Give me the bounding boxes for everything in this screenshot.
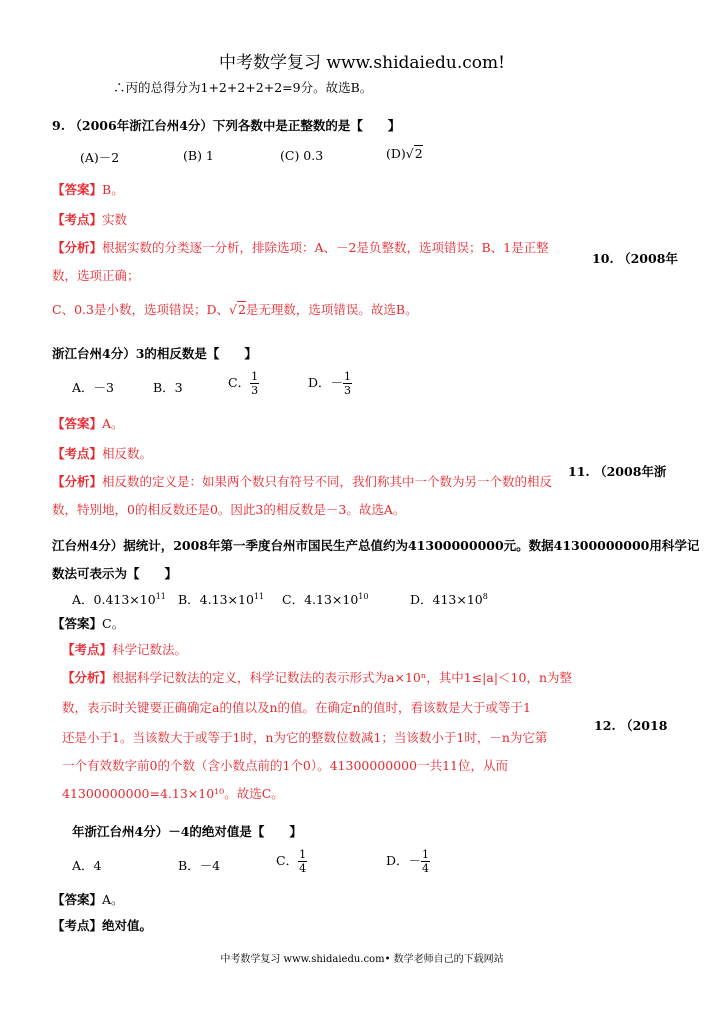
q10-option-c-label: C．	[228, 375, 251, 390]
q11-analysis-text-1: 根据科学记数法的定义，科学记数法的表示形式为a×10ⁿ，其中1≤|a|＜10，n为整	[112, 670, 573, 685]
q12-answer	[52, 890, 124, 908]
q11-stem-a: 11. （2008年浙	[568, 464, 667, 479]
q9-option-d-radicand: 2	[414, 146, 423, 161]
point-tag: 【考点】	[52, 212, 103, 227]
q9-analysis-3b: 是无理数，选项错误。故选B。	[245, 302, 418, 317]
analysis-tag: 【分析】	[52, 240, 103, 255]
answer-tag: 【答案】	[52, 616, 103, 631]
q10-answer	[52, 414, 124, 432]
q10-stem-b: 浙江台州4分）3的相反数是【 】	[52, 346, 257, 361]
sqrt-icon: √2	[405, 146, 423, 161]
q11-option-b-exp: 11	[253, 591, 265, 601]
q10-option-d	[308, 370, 352, 397]
point-tag: 【考点】	[52, 446, 103, 461]
q10-option-c	[228, 370, 259, 397]
point-tag: 【考点】	[52, 918, 103, 933]
fraction-denominator: 3	[251, 384, 259, 397]
q9-option-d-label: (D)	[386, 146, 406, 161]
q9-answer	[52, 180, 124, 198]
q12-stem-b: 年浙江台州4分）－4的绝对值是【 】	[72, 824, 302, 839]
fraction	[250, 370, 259, 397]
q10-analysis-1	[52, 472, 552, 490]
q9-analysis-3	[52, 300, 418, 318]
q11-option-c-exp: 10	[358, 591, 369, 601]
q9-stem: 9. （2006年浙江台州4分）下列各数中是正整数的是【 】	[52, 118, 401, 133]
fraction-numerator: 1	[251, 370, 259, 383]
q11-analysis-1	[62, 668, 572, 686]
q12-option-b: B．－4	[178, 858, 221, 873]
q9-analysis-text-1: 根据实数的分类逐一分析，排除选项：A、－2是负整数，选项错误；B、1是正整	[102, 240, 549, 255]
q11-answer	[52, 614, 124, 632]
q10-answer-value: A。	[102, 416, 124, 431]
q12-option-d-label: D．－	[386, 853, 422, 868]
q11-option-a-base: A．0.413×10	[72, 592, 156, 607]
q11-analysis-2: 数，表示时关键要正确确定a的值以及n的值。在确定n的值时，看该数是大于或等于1	[62, 700, 532, 715]
q11-analysis-3: 还是小于1。当该数大于或等于1时，n为它的整数位数减1；当该数小于1时，－n为它第	[62, 730, 548, 745]
answer-tag: 【答案】	[52, 892, 103, 907]
q10-point-value: 相反数。	[102, 446, 153, 461]
q11-option-c	[282, 590, 368, 608]
point-tag: 【考点】	[62, 642, 113, 657]
q11-option-b	[178, 590, 264, 608]
fraction-numerator: 1	[422, 848, 430, 861]
q12-option-c-label: C．	[276, 853, 299, 868]
q11-stem-b: 江台州4分）据统计，2008年第一季度台州市国民生产总值约为41300000000元。数据41300000000用科学记	[52, 538, 700, 553]
q9-analysis-radicand: 2	[237, 302, 246, 317]
q11-option-d	[410, 590, 488, 608]
fraction	[421, 848, 430, 875]
fraction-numerator: 1	[299, 848, 307, 861]
q9-answer-value: B。	[102, 182, 124, 197]
fraction-numerator: 1	[344, 370, 352, 383]
q9-analysis-2: 数，选项正确；	[52, 268, 140, 283]
q12-option-c	[276, 848, 307, 875]
q11-option-d-exp: 8	[482, 591, 488, 601]
q12-option-d	[386, 848, 430, 875]
q10-analysis-text-1: 相反数的定义是：如果两个数只有符号不同，我们称其中一个数为另一个数的相反	[102, 474, 553, 489]
q10-option-a: A．－3	[72, 380, 114, 395]
q10-point	[52, 444, 152, 462]
fraction-denominator: 4	[299, 862, 307, 875]
sqrt-icon: √2	[228, 302, 246, 317]
fraction-denominator: 3	[344, 384, 352, 397]
page-footer: 中考数学复习 www.shidaiedu.com• 数学老师自己的下载网站	[220, 954, 504, 965]
q9-option-a: (A)－2	[80, 150, 120, 165]
answer-tag: 【答案】	[52, 182, 103, 197]
q11-analysis-5: 41300000000=4.13×10¹⁰。故选C。	[62, 786, 284, 801]
q9-point-value: 实数	[102, 212, 128, 227]
q11-option-a-exp: 11	[155, 591, 166, 601]
q11-option-d-base: D．413×10	[410, 592, 483, 607]
answer-tag: 【答案】	[52, 416, 103, 431]
q12-stem-a: 12. （2018	[594, 718, 668, 733]
page-header: 中考数学复习 www.shidaiedu.com!	[218, 53, 505, 73]
q11-option-c-base: C．4.13×10	[282, 592, 359, 607]
fraction	[343, 370, 352, 397]
q11-stem-c: 数法可表示为【 】	[52, 566, 178, 581]
q11-option-a	[72, 590, 166, 608]
q11-analysis-4: 一个有效数字前0的个数（含小数点前的1个0）。41300000000一共11位，从而	[62, 758, 508, 773]
q10-analysis-2: 数，特别地，0的相反数还是0。因此3的相反数是－3。故选A。	[52, 502, 406, 517]
q11-point	[62, 640, 187, 658]
q12-point-value: 绝对值。	[102, 918, 153, 933]
analysis-tag: 【分析】	[52, 474, 103, 489]
q9-analysis-1	[52, 238, 549, 256]
q12-option-a: A．4	[72, 858, 102, 873]
q12-point	[52, 916, 152, 934]
q9-option-d	[386, 146, 423, 161]
q10-option-b: B．3	[153, 380, 183, 395]
analysis-tag: 【分析】	[62, 670, 113, 685]
fraction-denominator: 4	[422, 862, 430, 875]
q12-answer-value: A。	[102, 892, 124, 907]
fraction	[298, 848, 307, 875]
q10-stem-a: 10. （2008年	[592, 251, 678, 266]
q11-option-b-base: B．4.13×10	[178, 592, 254, 607]
q10-option-d-label: D．－	[308, 375, 344, 390]
q11-point-value: 科学记数法。	[112, 642, 188, 657]
q11-answer-value: C。	[102, 616, 125, 631]
intro-line: ∴丙的总得分为1+2+2+2+2=9分。故选B。	[113, 80, 373, 95]
q9-option-c: (C) 0.3	[280, 148, 324, 163]
q9-point	[52, 210, 127, 228]
q9-analysis-3a: C、0.3是小数，选项错误；D、	[52, 302, 229, 317]
q9-option-b: (B) 1	[183, 148, 214, 163]
